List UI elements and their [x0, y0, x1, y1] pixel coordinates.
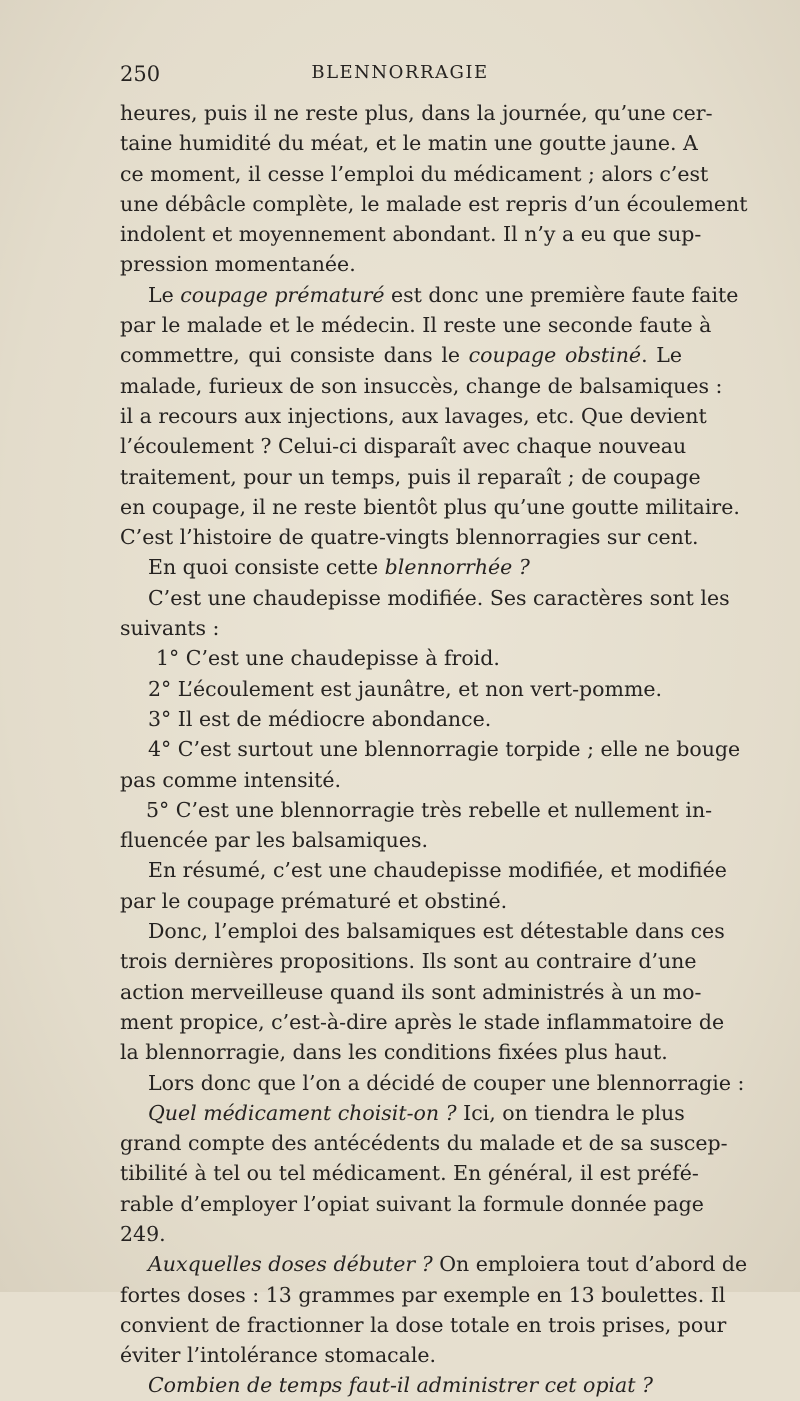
text-line	[120, 1098, 685, 1128]
list-item: 1° C’est une chaudepisse à froid.	[156, 646, 500, 671]
text-line	[120, 1370, 682, 1400]
text-line: suivants :	[120, 616, 220, 641]
text-line: taine humidité du méat, et le matin une goutte jaune. A	[120, 131, 698, 156]
text-line: fortes doses : 13 grammes par exemple en 13 boulettes. Il	[120, 1282, 726, 1307]
italic-term: Combien de temps faut-il administrer cet opiat ?	[148, 1373, 654, 1398]
text-line: malade, furieux de son insuccès, change de balsamiques :	[120, 373, 723, 398]
text-line: par le malade et le médecin. Il reste une seconde faute à	[120, 313, 712, 338]
text-line: traitement, pour un temps, puis il reparaît ; de coupage	[120, 464, 701, 489]
text-segment: Le	[148, 282, 181, 307]
text-line: Donc, l’emploi des balsamiques est détestable dans ces	[148, 919, 725, 944]
list-item: 5° C’est une blennorragie très rebelle et nullement in-	[146, 797, 713, 822]
text-segment: On emploiera tout d’abord de	[432, 1252, 748, 1277]
text-segment: En quoi consiste cette	[148, 555, 385, 580]
text-line: en coupage, il ne reste bientôt plus qu’une goutte militaire.	[120, 494, 740, 519]
text-line	[120, 1249, 748, 1279]
text-line: ce moment, il cesse l’emploi du médicament ; alors c’est	[120, 161, 709, 186]
text-line: fluencée par les balsamiques.	[120, 828, 428, 853]
text-line: grand compte des antécédents du malade et de sa suscep-	[120, 1131, 728, 1156]
text-line: pas comme intensité.	[120, 767, 342, 792]
text-line: tibilité à tel ou tel médicament. En général, il est préfé-	[120, 1161, 699, 1186]
text-line: Lors donc que l’on a décidé de couper une blennorragie :	[148, 1070, 745, 1095]
text-line: il a recours aux injections, aux lavages, etc. Que devient	[120, 403, 707, 428]
page-header	[120, 62, 680, 92]
text-line	[120, 340, 682, 370]
text-line: éviter l’intolérance stomacale.	[120, 1343, 437, 1368]
text-segment: Ici, on tiendra le plus	[456, 1100, 685, 1125]
text-line: C’est l’histoire de quatre-vingts blennorragies sur cent.	[120, 525, 699, 550]
text-line: rable d’employer l’opiat suivant la formule donnée page	[120, 1191, 704, 1216]
list-item: 2° L’écoulement est jaunâtre, et non vert-pomme.	[148, 676, 663, 701]
text-line: heures, puis il ne reste plus, dans la journée, qu’une cer-	[120, 101, 713, 125]
page-number: 250	[120, 62, 161, 86]
text-line: par le coupage prématuré et obstiné.	[120, 888, 508, 913]
running-title: BLENNORRAGIE	[311, 62, 489, 83]
text-line: pression momentanée.	[120, 252, 356, 277]
text-line: la blennorragie, dans les conditions fixées plus haut.	[120, 1040, 668, 1065]
text-line: convient de fractionner la dose totale en trois prises, pour	[120, 1312, 727, 1337]
italic-term: Auxquelles doses débuter ?	[148, 1252, 433, 1277]
italic-term: blennorrhée ?	[384, 555, 530, 580]
text-line: indolent et moyennement abondant. Il n’y a eu que sup-	[120, 222, 702, 247]
italic-term: coupage obstiné	[468, 343, 642, 368]
text-segment: . Le	[641, 343, 682, 368]
text-line	[120, 280, 739, 310]
text-segment: est donc une première faute faite	[384, 282, 739, 307]
text-line: action merveilleuse quand ils sont administrés à un mo-	[120, 979, 702, 1004]
list-item: 4° C’est surtout une blennorragie torpide ; elle ne bouge	[148, 737, 741, 762]
text-line: l’écoulement ? Celui-ci disparaît avec chaque nouveau	[120, 434, 687, 459]
text-line: 249.	[120, 1221, 166, 1246]
text-line: C’est une chaudepisse modifiée. Ses caractères sont les	[148, 585, 730, 610]
page-body	[120, 98, 748, 1401]
italic-term: Quel médicament choisit-on ?	[148, 1100, 457, 1125]
text-line	[120, 552, 682, 582]
italic-term: coupage prématuré	[180, 282, 385, 307]
text-line: trois dernières propositions. Ils sont au contraire d’une	[120, 949, 697, 974]
list-item: 3° Il est de médiocre abondance.	[148, 706, 492, 731]
text-line: une débâcle complète, le malade est repris d’un écoulement	[120, 191, 748, 216]
text-line: En résumé, c’est une chaudepisse modifiée, et modifiée	[148, 858, 727, 883]
text-segment: commettre, qui consiste dans le	[120, 343, 469, 368]
text-line: ment propice, c’est-à-dire après le stade inflammatoire de	[120, 1009, 725, 1034]
